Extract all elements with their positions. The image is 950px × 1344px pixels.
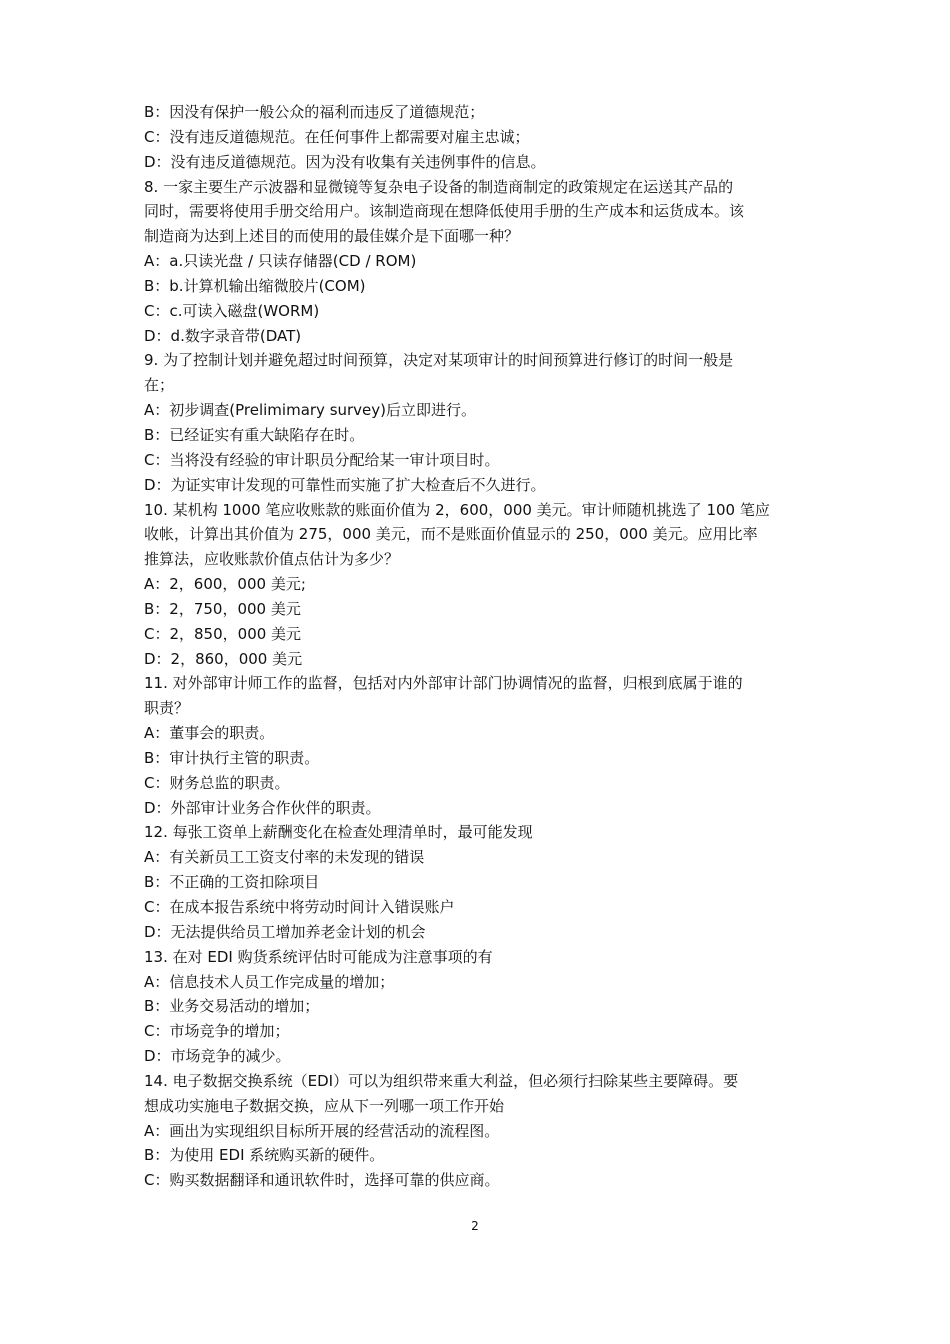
text-line: B：因没有保护一般公众的福利而违反了道德规范；	[144, 103, 485, 121]
text-line: C：2，850，000 美元	[144, 624, 302, 643]
text-line: D：无法提供给员工增加养老金计划的机会	[144, 922, 426, 941]
text-line: C：财务总监的职责。	[144, 773, 290, 792]
text-line: 同时，需要将使用手册交给用户。该制造商现在想降低使用手册的生产成本和运货成本。该	[144, 202, 745, 221]
text-line: B：2，750，000 美元	[144, 599, 301, 618]
text-line: 在；	[144, 376, 175, 395]
text-line: 职责？	[144, 699, 190, 718]
text-line: 推算法，应收账款价值点估计为多少？	[144, 550, 400, 569]
text-line: 14. 电子数据交换系统（EDI）可以为组织带来重大利益，但必须行扫除某些主要障碍。要	[144, 1071, 739, 1090]
text-line: A：初步调查(Prelimimary survey)后立即进行。	[144, 401, 477, 420]
text-line: A：画出为实现组织目标所开展的经营活动的流程图。	[144, 1121, 500, 1140]
text-line: 11. 对外部审计师工作的监督，包括对内外部审计部门协调情况的监督，归根到底属于谁的	[144, 674, 743, 693]
text-line: C：没有违反道德规范。在任何事件上都需要对雇主忠诚；	[144, 127, 530, 146]
text-line: A：2，600，000 美元;	[144, 575, 306, 594]
document-body	[144, 100, 816, 1193]
text-line: A：a.只读光盘 / 只读存储器(CD / ROM)	[144, 252, 417, 271]
text-line: C：购买数据翻译和通讯软件时，选择可靠的供应商。	[144, 1171, 500, 1190]
text-line: D：2，860，000 美元	[144, 649, 303, 668]
text-line: B：已经证实有重大缺陷存在时。	[144, 425, 365, 444]
text-line: B：业务交易活动的增加；	[144, 997, 320, 1016]
text-line: 13. 在对 EDI 购货系统评估时可能成为注意事项的有	[144, 947, 493, 966]
text-line: C：c.可读入磁盘(WORM)	[144, 301, 320, 320]
text-line: A：有关新员工工资支付率的未发现的错误	[144, 848, 425, 867]
text-line: D：没有违反道德规范。因为没有收集有关违例事件的信息。	[144, 152, 546, 171]
text-line: A：董事会的职责。	[144, 724, 275, 743]
text-line: B：为使用 EDI 系统购买新的硬件。	[144, 1146, 385, 1165]
text-line: B：不正确的工资扣除项目	[144, 873, 320, 892]
text-line: 想成功实施电子数据交换，应从下一列哪一项工作开始	[144, 1096, 505, 1115]
text-line: 制造商为达到上述目的而使用的最佳媒介是下面哪一种？	[144, 227, 520, 246]
text-line: 8. 一家主要生产示波器和显微镜等复杂电子设备的制造商制定的政策规定在运送其产品的	[144, 177, 734, 196]
text-line: C：当将没有经验的审计职员分配给某一审计项目时。	[144, 450, 500, 469]
text-line: 收帐，计算出其价值为 275，000 美元，而不是账面价值显示的 250，000 美元。应用比率	[144, 525, 758, 544]
text-line: 9. 为了控制计划并避免超过时间预算，决定对某项审计的时间预算进行修订的时间一般是	[144, 351, 734, 370]
text-line: 12. 每张工资单上薪酬变化在检查处理清单时，最可能发现	[144, 823, 533, 842]
text-line: D：为证实审计发现的可靠性而实施了扩大检查后不久进行。	[144, 475, 546, 494]
page-number: 2	[471, 1219, 479, 1233]
text-line: C：市场竞争的增加；	[144, 1022, 290, 1041]
text-line: B：审计执行主管的职责。	[144, 748, 320, 767]
text-line: D：外部审计业务合作伙伴的职责。	[144, 798, 381, 817]
text-line: D：d.数字录音带(DAT)	[144, 326, 302, 345]
text-line: B：b.计算机输出缩微胶片(COM)	[144, 276, 366, 295]
text-line: 10. 某机构 1000 笔应收账款的账面价值为 2，600，000 美元。审计师随机挑选了 100 笔应	[144, 500, 770, 519]
text-line: D：市场竞争的减少。	[144, 1047, 291, 1066]
text-line: A：信息技术人员工作完成量的增加；	[144, 972, 395, 991]
text-line: C：在成本报告系统中将劳动时间计入错误账户	[144, 898, 455, 916]
